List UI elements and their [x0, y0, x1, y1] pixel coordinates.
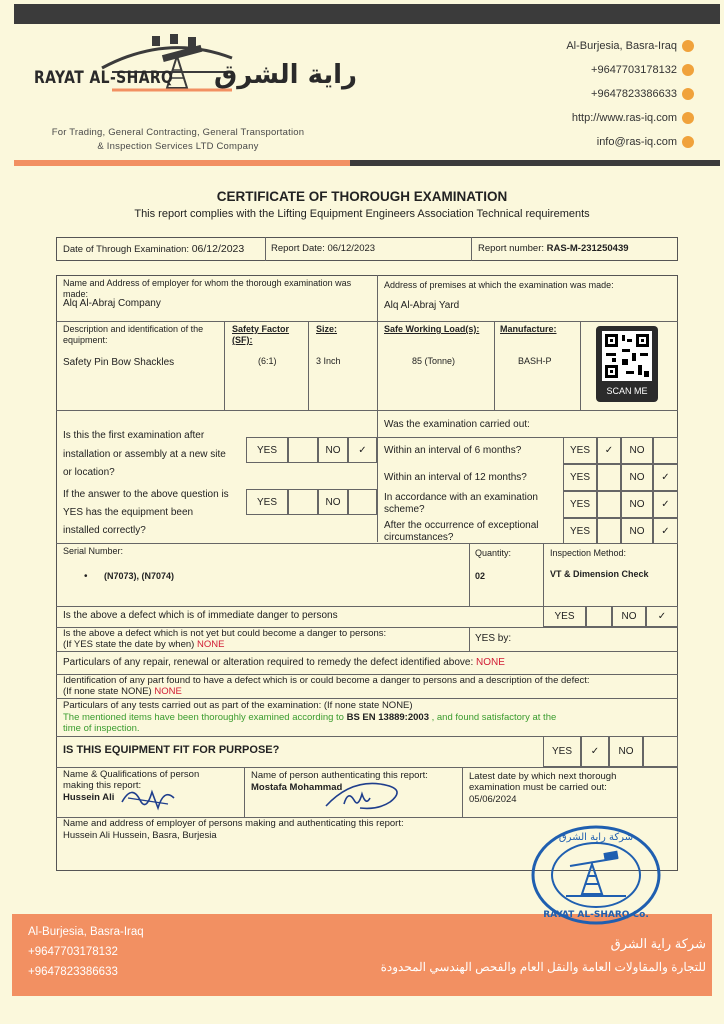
- exceptional-no-check[interactable]: ✓: [653, 518, 678, 544]
- twelve-months-yes-box[interactable]: [597, 464, 621, 491]
- installed-yes-box[interactable]: [288, 489, 318, 515]
- twelve-months-no[interactable]: NO: [621, 464, 653, 491]
- description-label: Description and identification of the equipment:: [63, 324, 204, 345]
- future-danger-q-line1: Is the above a defect which is not yet but could become a danger to persons:: [63, 628, 387, 639]
- footer-description-ar: للتجارة والمقاولات العامة والنقل العام والفحص الهندسي المحدودة: [380, 960, 706, 974]
- first-exam-no[interactable]: NO: [318, 437, 348, 463]
- installed-no[interactable]: NO: [318, 489, 348, 515]
- header-divider-orange: [14, 160, 350, 166]
- interval-6-months: Within an interval of 6 months?: [384, 445, 522, 456]
- swl-value: 85 (Tonne): [412, 356, 456, 366]
- signature-hussein: [118, 780, 178, 814]
- tests-value-line1: The mentioned items have been thoroughly examined according to BS EN 13889:2003 , and found satisfactory at the: [63, 712, 557, 723]
- next-exam-date: 05/06/2024: [469, 794, 517, 805]
- immediate-no[interactable]: NO: [612, 606, 646, 627]
- manufacture-label: Manufacture:: [500, 324, 557, 334]
- phone-icon: [682, 64, 694, 76]
- premises-value: Alq Al-Abraj Yard: [384, 300, 460, 311]
- twelve-months-yes[interactable]: YES: [563, 464, 597, 491]
- installed-yes[interactable]: YES: [246, 489, 288, 515]
- serial-value: (N7073), (N7074): [104, 571, 175, 581]
- tests-label: Particulars of any tests carried out as part of the examination: (If none state NONE): [63, 700, 413, 711]
- scheme-no-check[interactable]: ✓: [653, 491, 678, 518]
- fit-no[interactable]: NO: [609, 736, 643, 767]
- tagline-line-1: For Trading, General Contracting, General Transportation: [51, 127, 305, 138]
- footer-phone-2: +9647823386633: [28, 966, 118, 978]
- header-divider-dark: [350, 160, 720, 166]
- premises-label: Address of premises at which the examination was made:: [384, 280, 614, 290]
- footer-company-ar: شركة راية الشرق: [610, 936, 706, 951]
- top-bar: [14, 4, 720, 24]
- immediate-danger-q: Is the above a defect which is of immediate danger to persons: [63, 610, 338, 621]
- employer-label: Name and Address of employer for whom the thorough examination was made:: [63, 278, 352, 299]
- six-months-no[interactable]: NO: [621, 437, 653, 464]
- fit-yes[interactable]: YES: [543, 736, 581, 767]
- manufacture-value: BASH-P: [518, 356, 552, 366]
- fit-for-purpose-q: IS THIS EQUIPMENT FIT FOR PURPOSE?: [63, 744, 280, 756]
- size-value: 3 Inch: [316, 356, 341, 366]
- safety-factor-value: (6:1): [258, 356, 277, 366]
- mail-icon: [682, 136, 694, 148]
- size-label: Size:: [316, 324, 338, 334]
- qual-value: Hussein Ali: [63, 792, 115, 803]
- company-name-en: RAYAT AL-SHARQ: [34, 68, 174, 88]
- safety-factor-label: Safety Factor (SF):: [232, 324, 290, 345]
- qr-code-icon: [602, 331, 652, 381]
- auth-value: Mostafa Mohammad: [251, 782, 343, 793]
- report-number: Report number: RAS-M-231250439: [478, 243, 629, 254]
- six-months-no-box[interactable]: [653, 437, 678, 464]
- tests-value-line2: time of inspection.: [63, 723, 140, 734]
- serial-label: Serial Number:: [63, 546, 124, 556]
- contact-phone-1: +9647703178132: [591, 64, 694, 76]
- interval-12-months: Within an interval of 12 months?: [384, 472, 527, 483]
- first-exam-yes[interactable]: YES: [246, 437, 288, 463]
- tagline-line-2: & Inspection Services LTD Company: [97, 141, 259, 152]
- part-defect-q-line1: Identification of any part found to have a defect which is or could become a danger to persons and a description of the defect:: [63, 675, 590, 686]
- location-pin-icon: [682, 40, 694, 52]
- company-name-ar: راية الشرق: [214, 60, 358, 90]
- company-stamp: [530, 824, 662, 926]
- scheme-no[interactable]: NO: [621, 491, 653, 518]
- part-defect-q-line2: (If none state NONE) NONE: [63, 686, 182, 697]
- description-value: Safety Pin Bow Shackles: [63, 357, 175, 368]
- quantity-value: 02: [475, 571, 486, 581]
- first-exam-q-line3: or location?: [63, 467, 115, 478]
- fit-no-box[interactable]: [643, 736, 678, 767]
- immediate-yes[interactable]: YES: [543, 606, 586, 627]
- fit-yes-check[interactable]: ✓: [581, 736, 609, 767]
- signature-mostafa: [320, 778, 410, 814]
- phone-icon: [682, 88, 694, 100]
- first-exam-q-line2: installation or assembly at a new site: [63, 449, 226, 460]
- stamp-text-ar: شركة راية الشرق: [558, 832, 634, 843]
- repair-q: Particulars of any repair, renewal or alteration required to remedy the defect identified above: NONE: [63, 657, 505, 668]
- stamp-text-en: RAYAT AL-SHARQ Co.: [543, 910, 649, 920]
- contact-email: info@ras-iq.com: [597, 136, 694, 148]
- method-label: Inspection Method:: [550, 548, 627, 558]
- first-exam-q-line1: Is this the first examination after: [63, 430, 205, 441]
- footer-address: Al-Burjesia, Basra-Iraq: [28, 926, 144, 938]
- footer-phone-1: +9647703178132: [28, 946, 118, 958]
- scheme-yes-box[interactable]: [597, 491, 621, 518]
- next-exam-label-line1: Latest date by which next thorough: [469, 771, 617, 782]
- qual-label-line2: making this report:: [63, 780, 142, 791]
- quantity-label: Quantity:: [475, 548, 512, 558]
- interval-exceptional: After the occurrence of exceptional circumstances?: [384, 520, 539, 543]
- contact-website: http://www.ras-iq.com: [572, 112, 694, 124]
- company-tagline: [30, 126, 326, 154]
- exceptional-yes-box[interactable]: [597, 518, 621, 544]
- future-danger-q-line2: (If YES state the date by when) NONE: [63, 639, 225, 650]
- employer-persons-value: Hussein Ali Hussein, Basra, Burjesia: [63, 830, 217, 841]
- certificate-subtitle: This report complies with the Lifting Equipment Engineers Association Technical requirements: [134, 208, 590, 220]
- immediate-no-check[interactable]: ✓: [646, 606, 678, 627]
- contact-phone-2: +9647823386633: [591, 88, 694, 100]
- immediate-yes-box[interactable]: [586, 606, 612, 627]
- interval-heading: Was the examination carried out:: [384, 419, 530, 430]
- scan-me-label: SCAN ME: [606, 386, 648, 396]
- installed-q-line1: If the answer to the above question is: [63, 489, 229, 500]
- exceptional-yes[interactable]: YES: [563, 518, 597, 544]
- installed-q-line3: installed correctly?: [63, 525, 146, 536]
- first-exam-no-check[interactable]: ✓: [348, 437, 377, 463]
- installed-no-box[interactable]: [348, 489, 377, 515]
- installed-q-line2: YES has the equipment been: [63, 507, 194, 518]
- six-months-yes-check[interactable]: ✓: [597, 437, 621, 464]
- auth-label: Name of person authenticating this report:: [251, 770, 428, 781]
- employer-value: Alq Al-Abraj Company: [63, 298, 161, 309]
- report-date: Report Date: 06/12/2023: [271, 243, 376, 254]
- first-exam-yes-box[interactable]: [288, 437, 318, 463]
- exceptional-no[interactable]: NO: [621, 518, 653, 544]
- interval-scheme: In accordance with an examination scheme?: [384, 492, 538, 515]
- qual-label-line1: Name & Qualifications of person: [63, 769, 200, 780]
- six-months-yes[interactable]: YES: [563, 437, 597, 464]
- yes-by-label: YES by:: [475, 633, 512, 644]
- scheme-yes[interactable]: YES: [563, 491, 597, 518]
- employer-persons-label: Name and address of employer of persons making and authenticating this report:: [63, 818, 404, 829]
- next-exam-label-line2: examination must be carried out:: [469, 782, 607, 793]
- certificate-title: CERTIFICATE OF THOROUGH EXAMINATION: [216, 189, 508, 204]
- contact-address: Al-Burjesia, Basra-Iraq: [566, 40, 694, 52]
- swl-label: Safe Working Load(s):: [384, 324, 480, 334]
- globe-icon: [682, 112, 694, 124]
- exam-date: Date of Through Examination: 06/12/2023: [63, 243, 245, 255]
- qr-code[interactable]: [596, 326, 658, 402]
- serial-bullet: •: [84, 571, 88, 582]
- method-value: VT & Dimension Check: [550, 569, 649, 579]
- twelve-months-no-check[interactable]: ✓: [653, 464, 678, 491]
